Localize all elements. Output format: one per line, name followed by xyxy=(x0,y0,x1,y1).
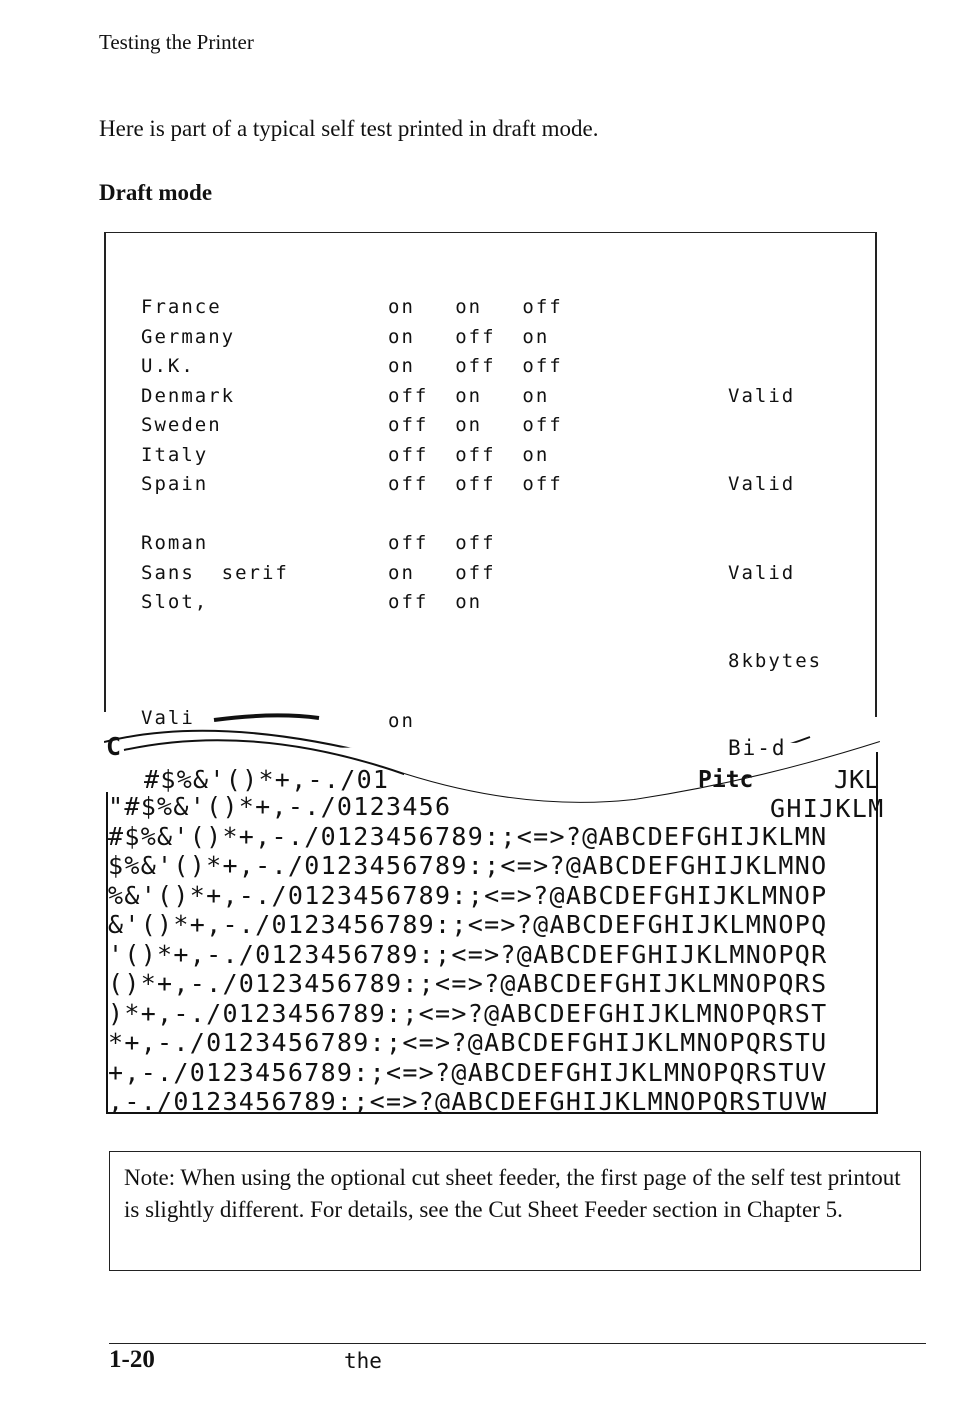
footer-rule xyxy=(109,1343,926,1344)
config-switches: on on off xyxy=(388,296,563,318)
config-name: Roman xyxy=(141,532,209,554)
config-name: U.K. xyxy=(141,355,195,377)
pattern-line: ,-./0123456789:;<=>?@ABCDEFGHIJKLMNOPQRSTUVW xyxy=(108,1087,828,1114)
footer-text: the xyxy=(344,1349,382,1373)
pattern-line: *+,-./0123456789:;<=>?@ABCDEFGHIJKLMNOPQRSTU xyxy=(108,1028,828,1057)
self-test-printout xyxy=(104,232,885,1117)
config-name: Denmark xyxy=(141,384,236,407)
pattern-line: "#$%&'()*+,-./0123456 xyxy=(108,792,452,821)
running-head: Testing the Printer xyxy=(99,30,254,54)
config-name: France xyxy=(141,296,222,318)
fragment-pitch: Pitc xyxy=(698,767,754,793)
config-name: Germany xyxy=(141,325,236,348)
torn-row-name: Vali xyxy=(141,707,195,729)
intro-paragraph: Here is part of a typical self test printed in draft mode. xyxy=(99,116,599,141)
config-name: Spain xyxy=(141,473,209,495)
pattern-line: '()*+,-./0123456789:;<=>?@ABCDEFGHIJKLMNOPQR xyxy=(108,939,828,969)
pattern-line: $%&'()*+,-./0123456789:;<=>?@ABCDEFGHIJKLMNO xyxy=(108,851,828,880)
config-switches: on off off xyxy=(388,355,563,377)
fragment-bid: Bi-d xyxy=(728,736,787,760)
pattern-line: #$%&'()*+,-./0123456789:;<=>?@ABCDEFGHIJKLMN xyxy=(108,821,828,851)
config-name: Sans serif xyxy=(141,561,289,584)
pattern-line: ()*+,-./0123456789:;<=>?@ABCDEFGHIJKLMNOPQRS xyxy=(108,969,828,998)
character-pattern xyxy=(104,792,880,1114)
page-number: 1-20 xyxy=(109,1346,155,1373)
pattern-line: &'()*+,-./0123456789:;<=>?@ABCDEFGHIJKLMNOPQ xyxy=(108,910,828,939)
config-switches: off on xyxy=(388,591,483,613)
config-status: Valid xyxy=(728,561,796,584)
printout-top-edge xyxy=(104,232,876,233)
section-heading: Draft mode xyxy=(99,180,213,205)
config-name: Slot, xyxy=(141,591,209,613)
config-name: Sweden xyxy=(141,414,222,436)
config-switches: off on on xyxy=(388,384,550,407)
pattern-line: )*+,-./0123456789:;<=>?@ABCDEFGHIJKLMNOPQRST xyxy=(108,998,828,1028)
second-line-tail: GHIJKLM xyxy=(770,794,885,823)
torn-row-switches: on xyxy=(388,710,415,732)
pattern-line: %&'()*+,-./0123456789:;<=>?@ABCDEFGHIJKLMNOP xyxy=(108,880,828,910)
note-box xyxy=(109,1151,921,1271)
printout-bottom-edge xyxy=(106,1112,878,1114)
config-switches: off off off xyxy=(388,473,563,495)
config-switches: off on off xyxy=(388,414,563,436)
config-switches: off off xyxy=(388,532,496,554)
pattern-line: +,-./0123456789:;<=>?@ABCDEFGHIJKLMNOPQRSTUV xyxy=(108,1057,828,1087)
first-pattern-fragment: #$%&'()*+,-./01 xyxy=(144,765,390,794)
config-switches: off off on xyxy=(388,443,550,466)
config-name: Italy xyxy=(141,443,209,466)
config-status: Valid xyxy=(728,384,796,407)
fragment-tail: JKL xyxy=(834,765,880,794)
config-status: Valid xyxy=(728,473,796,495)
note-text: Note: When using the optional cut sheet feeder, the first page of the self test printout is slightly different. For details, see the Cut Sheet Feeder section in Chapter 5. xyxy=(124,1165,901,1222)
printout-right-edge xyxy=(875,232,877,717)
printout-left-edge xyxy=(104,232,106,712)
config-status: 8kbytes xyxy=(728,650,823,672)
config-switches: on off on xyxy=(388,325,550,348)
config-switches: on off xyxy=(388,561,496,584)
fragment-c: C xyxy=(106,732,122,761)
